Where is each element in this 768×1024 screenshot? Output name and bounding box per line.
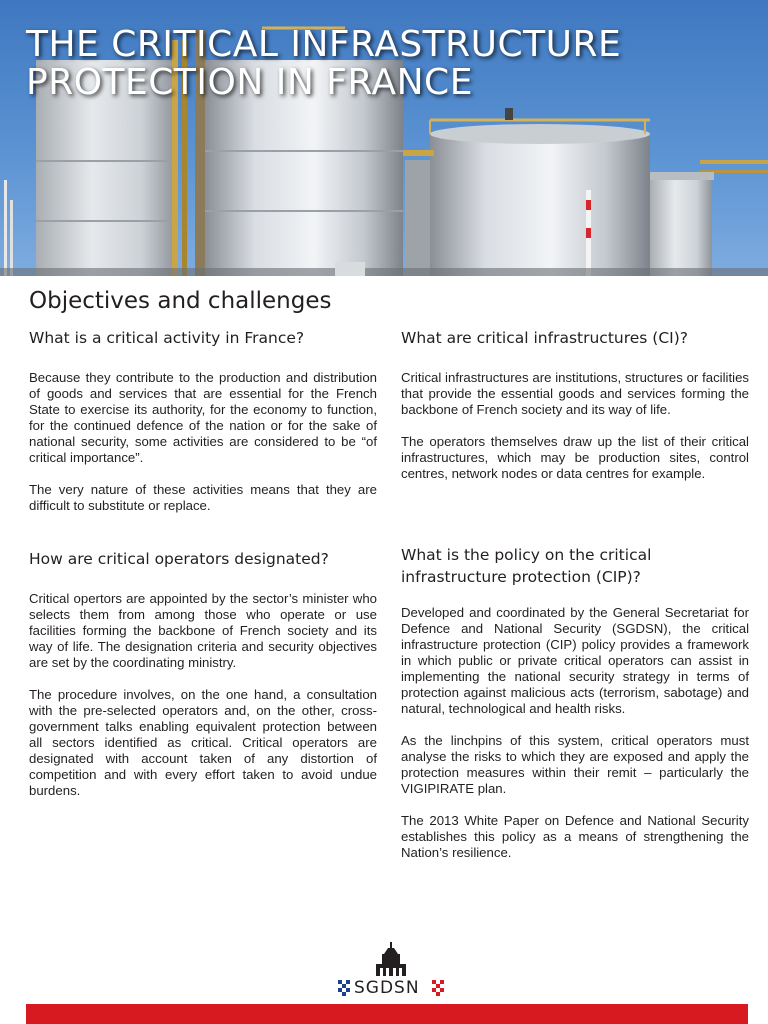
critical-activity-section	[29, 327, 377, 530]
critical-infrastructures-paragraph-2: The operators themselves draw up the list of their critical infrastructures, which may be production sites, control centres, network nodes or data centres for example.	[401, 434, 749, 481]
logo-text: SGDSN	[354, 978, 420, 998]
hero-banner	[0, 0, 768, 276]
sgdsn-logo	[334, 940, 450, 1000]
critical-activity-paragraph-2: The very nature of these activities means that they are difficult to substitute or replace.	[29, 482, 377, 513]
critical-infrastructures-heading: What are critical infrastructures (CI)?	[401, 329, 688, 347]
critical-activity-heading: What is a critical activity in France?	[29, 329, 305, 347]
critical-operators-paragraph-1: Critical opertors are appointed by the sector’s minister who selects them from among those who operate or use facilities forming the backbone of French society and its way of life. The designation criteria and security objectives are set by the coordinating ministry.	[29, 591, 377, 670]
footer-red-bar	[26, 1004, 748, 1024]
critical-activity-paragraph-1: Because they contribute to the production and distribution of goods and services that are essential for the French State to exercise its authority, for the economy to function, for the continued defence of the nation or for the sake of national security, some activities are considered to be “of critical importance”.	[29, 370, 377, 465]
title-line-1: THE CRITICAL INFRASTRUCTURE	[26, 24, 622, 65]
cip-policy-heading	[401, 544, 749, 588]
critical-infrastructures-section	[401, 327, 749, 498]
critical-operators-section	[29, 548, 377, 815]
title-line-2: PROTECTION IN FRANCE	[26, 62, 473, 103]
document-title	[26, 26, 621, 102]
critical-operators-heading: How are critical operators designated?	[29, 550, 329, 568]
critical-infrastructures-paragraph-1: Critical infrastructures are institutions, structures or facilities that provide the essential goods and services forming the backbone of French society and its way of life.	[401, 370, 749, 417]
left-flag-pattern-icon	[338, 980, 350, 996]
cip-policy-section	[401, 544, 749, 877]
critical-operators-paragraph-2: The procedure involves, on the one hand, a consultation with the pre-selected operators and, on the other, cross-government talks enabling equivalent protection between all sectors identified as critical. Critical operators are designated with account taken of any distortion of competition and with every effort taken to avoid undue burdens.	[29, 687, 377, 798]
section-title: Objectives and challenges	[29, 288, 332, 314]
cip-policy-paragraph-3: The 2013 White Paper on Defence and National Security establishes this policy as a means of strengthening the Nation’s resilience.	[401, 813, 749, 860]
cip-policy-paragraph-1: Developed and coordinated by the General Secretariat for Defence and National Security (SGDSN), the critical infrastructure protection (CIP) policy provides a framework in which public or private critical operators can assist in implementing the national security strategy in terms of protection against malicious acts (terrorism, sabotage) and natural, technological and health risks.	[401, 605, 749, 716]
building-icon	[334, 940, 450, 980]
cip-policy-paragraph-2: As the linchpins of this system, critical operators must analyse the risks to which they are exposed and apply the protection measures within their remit – particularly the VIGIPIRATE plan.	[401, 733, 749, 796]
right-flag-pattern-icon	[432, 980, 444, 996]
cip-policy-heading-line-2: infrastructure protection (CIP)?	[401, 568, 641, 586]
cip-policy-heading-line-1: What is the policy on the critical	[401, 546, 652, 564]
